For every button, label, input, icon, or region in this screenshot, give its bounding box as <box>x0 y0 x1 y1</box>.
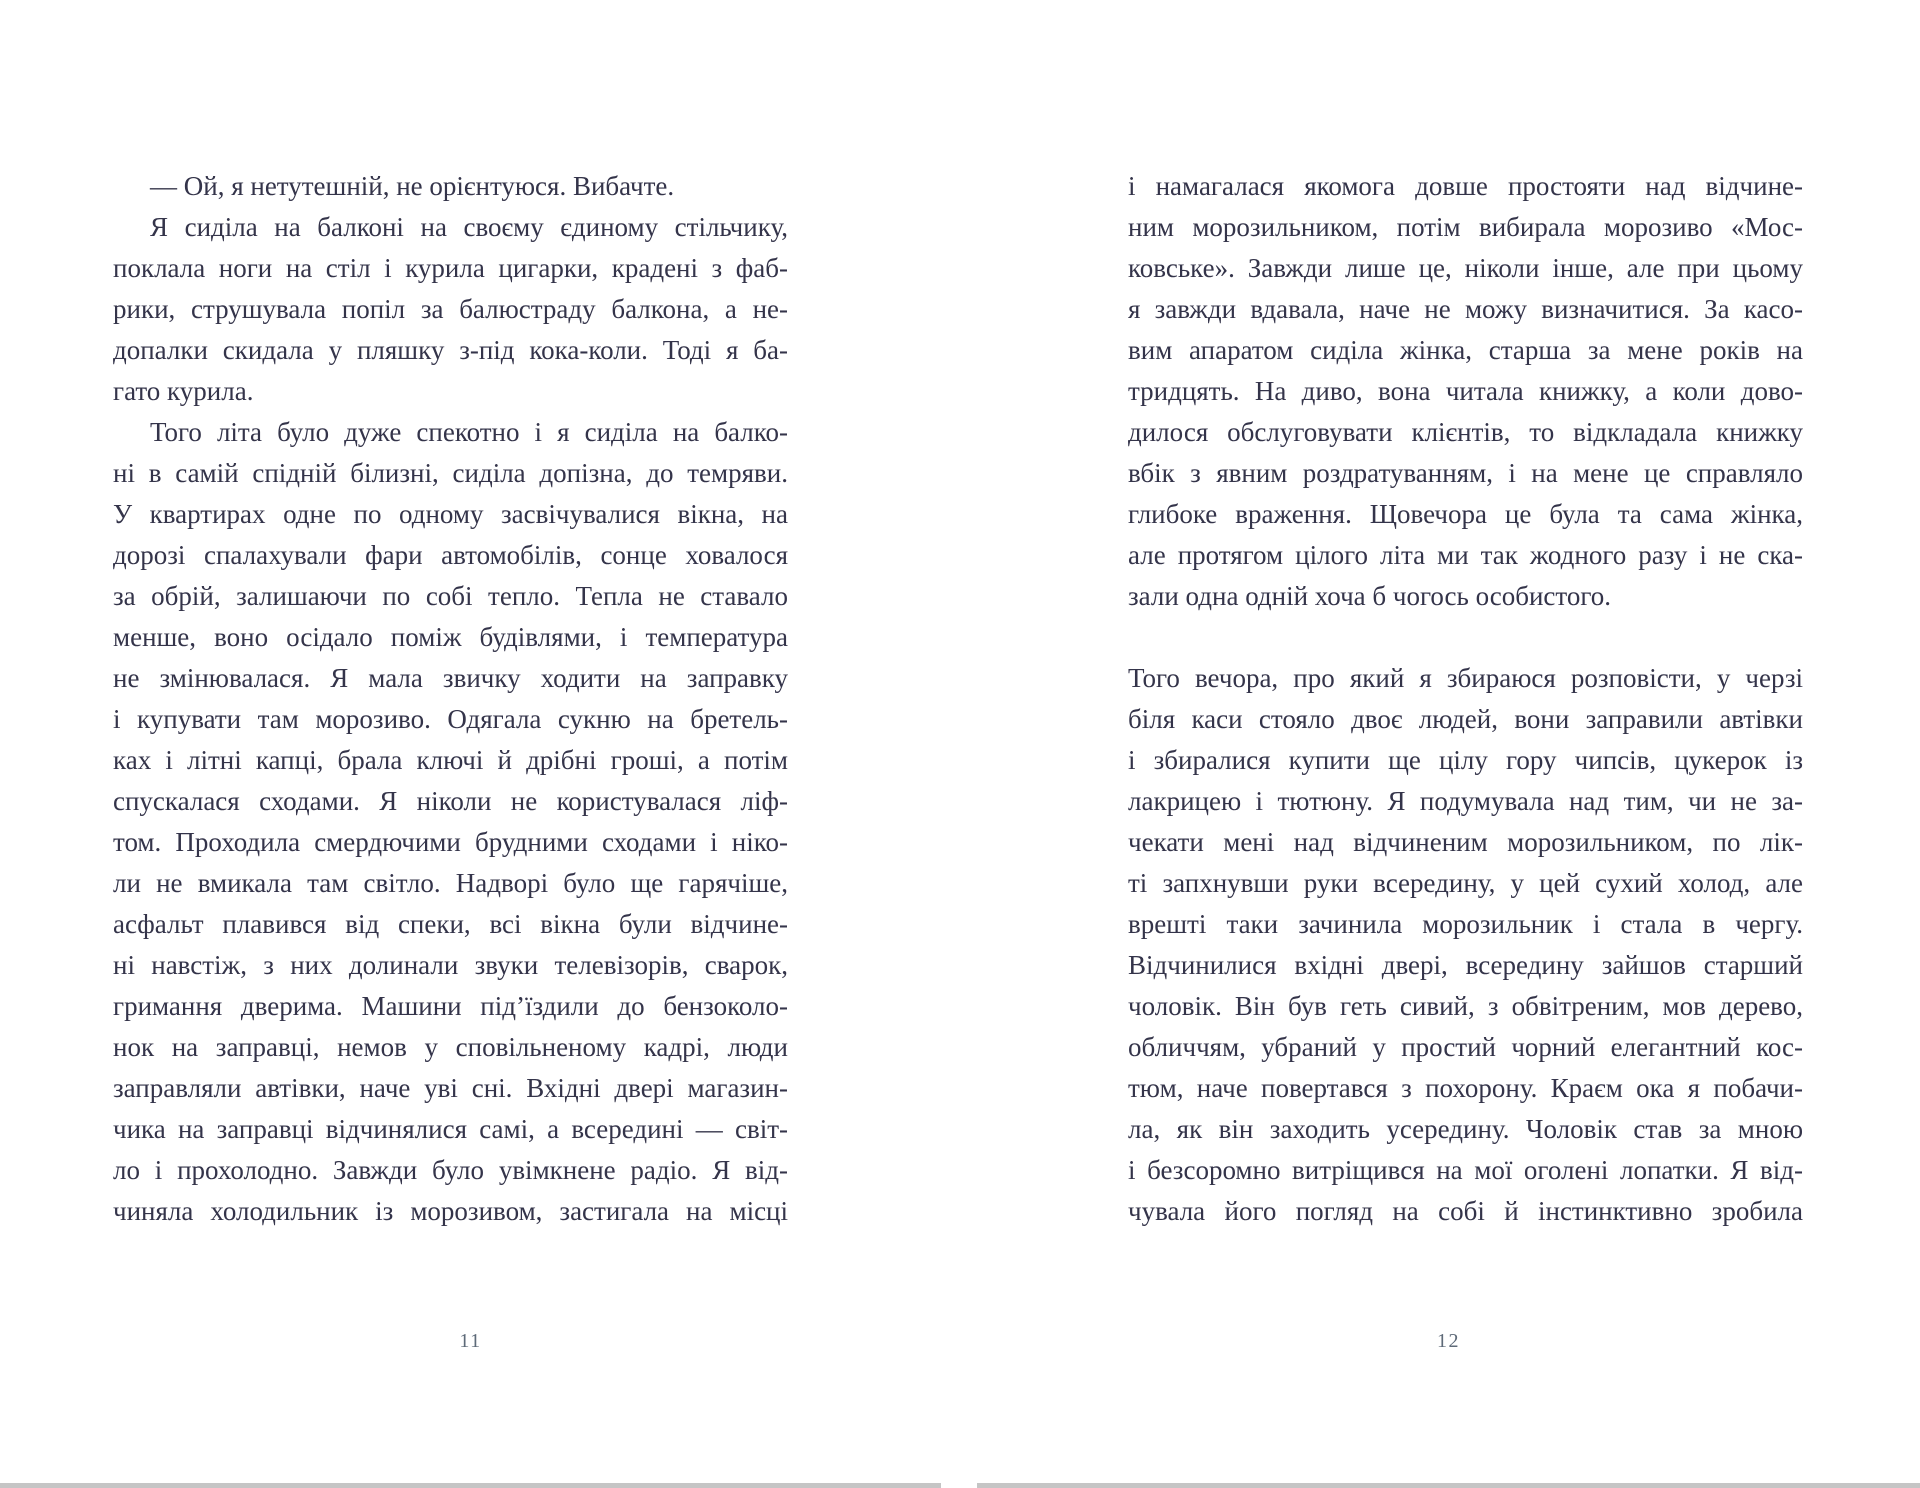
text-line: ках і літні капці, брала ключі й дрібні гроші, а потім <box>113 745 788 775</box>
text-line: дорозі спалахували фари автомобілів, сонце ховалося <box>113 540 788 570</box>
text-line: не змінювалася. Я мала звичку ходити на заправку <box>113 663 788 693</box>
text-line: і купувати там морозиво. Одягала сукню на бретель- <box>113 704 788 734</box>
text-line: Того вечора, про який я збираюся розповісти, у черзі <box>1128 663 1803 693</box>
text-line: біля каси стояло двоє людей, вони заправили автівки <box>1128 704 1803 734</box>
text-line: дилося обслуговувати клієнтів, то відкладала книжку <box>1128 417 1803 447</box>
text-line: чекати мені над відчиненим морозильником, по лік- <box>1128 827 1803 857</box>
text-line: ні в самій спідній білизні, сиділа допізна, до темряви. <box>113 458 788 488</box>
right-page-bottom-edge <box>977 1483 1920 1488</box>
left-page-bottom-edge <box>0 1483 941 1488</box>
text-line: я завжди вдавала, наче не можу визначитися. За касо- <box>1128 294 1803 324</box>
text-line: У квартирах одне по одному засвічувалися вікна, на <box>113 499 788 529</box>
text-line: поклала ноги на стіл і курила цигарки, крадені з фаб- <box>113 253 788 283</box>
text-line: заправляли автівки, наче уві сні. Вхідні двері магазин- <box>113 1073 788 1103</box>
text-line: вбік з явним роздратуванням, і на мене це справляло <box>1128 458 1803 488</box>
text-line: ли не вмикала там світло. Надворі було ще гарячіше, <box>113 868 788 898</box>
text-line: чиняла холодильник із морозивом, застигала на місці <box>113 1196 788 1226</box>
text-line: але протягом цілого літа ми так жодного разу і не ска- <box>1128 540 1803 570</box>
text-line: глибоке враження. Щовечора це була та сама жінка, <box>1128 499 1803 529</box>
text-line: і намагалася якомога довше простояти над відчине- <box>1128 171 1803 201</box>
text-line: гато курила. <box>113 376 254 406</box>
text-line: менше, воно осідало поміж будівлями, і температура <box>113 622 788 652</box>
text-line: за обрій, залишаючи по собі тепло. Тепла не ставало <box>113 581 788 611</box>
text-line: лакрицею і тютюну. Я подумувала над тим, чи не за- <box>1128 786 1803 816</box>
text-line: ла, як він заходить усередину. Чоловік став за мною <box>1128 1114 1803 1144</box>
text-line: ним морозильником, потім вибирала морозиво «Мос- <box>1128 212 1803 242</box>
text-line: тюм, наче повертався з похорону. Краєм ока я побачи- <box>1128 1073 1803 1103</box>
text-line: чоловік. Він був геть сивий, з обвітреним, мов дерево, <box>1128 991 1803 1021</box>
text-line: обличчям, убраний у простий чорний елегантний кос- <box>1128 1032 1803 1062</box>
text-line: спускалася сходами. Я ніколи не користувалася ліф- <box>113 786 788 816</box>
text-line: гримання дверима. Машини під’їздили до бензоколо- <box>113 991 788 1021</box>
text-line: допалки скидала у пляшку з-під кока-коли. Тоді я ба- <box>113 335 788 365</box>
blank-line <box>1128 617 1803 658</box>
text-line: тридцять. На диво, вона читала книжку, а коли дово- <box>1128 376 1803 406</box>
right-page-text <box>1128 166 1803 1232</box>
text-line: ні навстіж, з них долинали звуки телевізорів, сварок, <box>113 950 788 980</box>
text-line: і безсоромно витріщився на мої оголені лопатки. Я від- <box>1128 1155 1803 1185</box>
text-line: Я сиділа на балконі на своєму єдиному стільчику, <box>150 212 788 242</box>
text-line: том. Проходила смердючими брудними сходами і ніко- <box>113 827 788 857</box>
text-line: Того літа було дуже спекотно і я сиділа на балко- <box>150 417 788 447</box>
text-line: ло і прохолодно. Завжди було увімкнене радіо. Я від- <box>113 1155 788 1185</box>
text-line: асфальт плавився від спеки, всі вікна були відчине- <box>113 909 788 939</box>
text-line: Відчинилися вхідні двері, всередину зайшов старший <box>1128 950 1803 980</box>
text-line: чика на заправці відчинялися самі, а всередині — світ- <box>113 1114 788 1144</box>
text-line: ковське». Завжди лише це, ніколи інше, але при цьому <box>1128 253 1803 283</box>
text-line: вим апаратом сиділа жінка, старша за мене років на <box>1128 335 1803 365</box>
text-line: чувала його погляд на собі й інстинктивно зробила <box>1128 1196 1803 1226</box>
left-page <box>0 0 941 1488</box>
text-line: — Ой, я нетутешній, не орієнтуюся. Вибачте. <box>150 171 675 201</box>
text-line: нок на заправці, немов у сповільненому кадрі, люди <box>113 1032 788 1062</box>
text-line: врешті таки зачинила морозильник і стала в чергу. <box>1128 909 1803 939</box>
left-page-text <box>113 166 788 1232</box>
right-page <box>977 0 1920 1488</box>
text-line: зали одна одній хоча б чогось особистого. <box>1128 581 1612 611</box>
text-line: ті запхнувши руки всередину, у цей сухий холод, але <box>1128 868 1803 898</box>
left-page-number: 11 <box>459 1330 482 1352</box>
text-line: і збиралися купити ще цілу гору чипсів, цукерок із <box>1128 745 1803 775</box>
text-line: рики, струшувала попіл за балюстраду балкона, а не- <box>113 294 788 324</box>
right-page-number: 12 <box>1437 1330 1460 1352</box>
